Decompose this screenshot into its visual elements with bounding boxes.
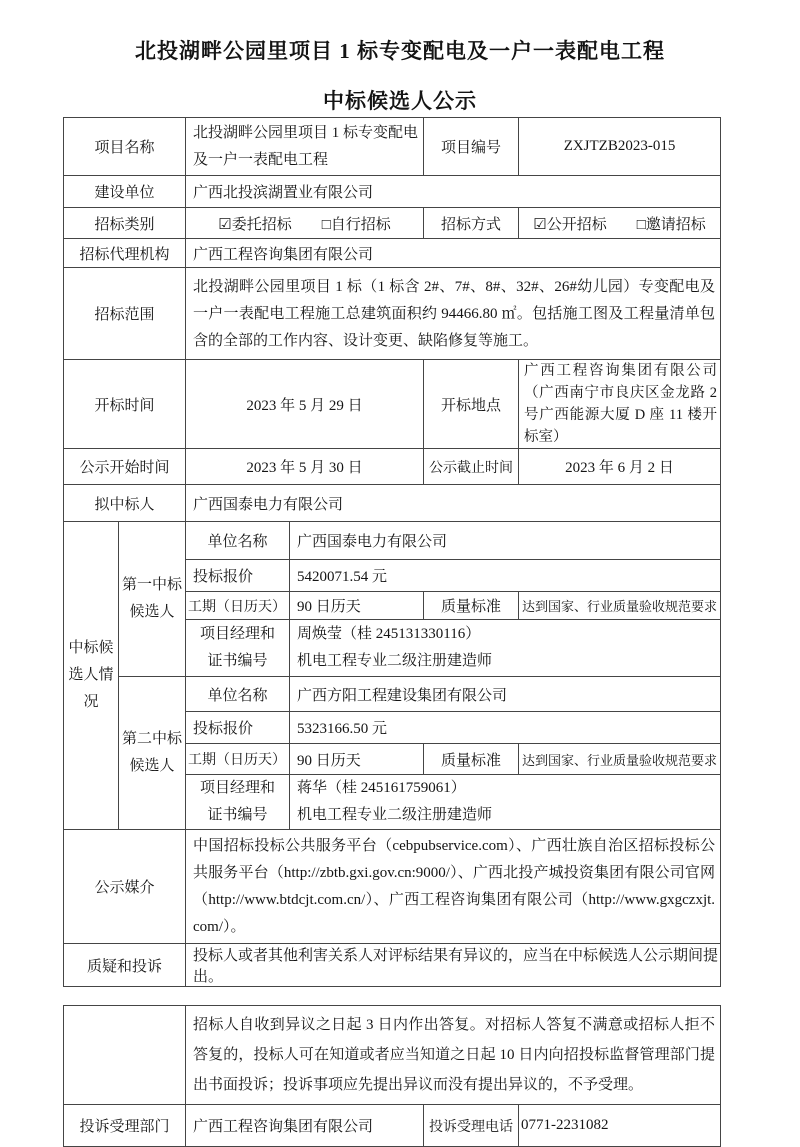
bid-method-label: 招标方式 [424, 208, 519, 239]
bid-method-unselected: 邀请招标 [645, 216, 706, 233]
agency-label: 招标代理机构 [64, 239, 186, 268]
objection-label: 质疑和投诉 [64, 944, 186, 987]
project-name-value: 北投湖畔公园里项目 1 标专变配电及一户一表配电工程 [186, 118, 424, 176]
candidate2-duration-value: 90 日历天 [290, 744, 424, 775]
candidate2-price-label: 投标报价 [186, 712, 290, 744]
bid-method-value [519, 208, 721, 239]
candidate2-unit-value: 广西方阳工程建设集团有限公司 [290, 677, 721, 712]
complaint-table [63, 1005, 721, 1147]
candidate2-duration-label: 工期（日历天） [186, 744, 290, 775]
open-time-value: 2023 年 5 月 29 日 [186, 360, 424, 449]
candidate2-quality-value: 达到国家、行业质量验收规范要求 [519, 744, 721, 775]
bid-category-selected: 委托招标 [231, 216, 292, 233]
candidate2-manager-name: 蒋华（桂 245161759061） [297, 780, 466, 796]
scope-label: 招标范围 [64, 268, 186, 360]
candidate2-price-value: 5323166.50 元 [290, 712, 721, 744]
candidate2-manager-label [186, 775, 290, 830]
row-open-time [64, 360, 721, 449]
checkbox-checked-icon: ☑ [218, 216, 232, 233]
candidate1-unit-value: 广西国泰电力有限公司 [290, 522, 721, 560]
proposed-winner-label: 拟中标人 [64, 485, 186, 522]
checkbox-unchecked-icon: □ [321, 216, 331, 233]
manager-label-line2: 证书编号 [207, 653, 268, 669]
row-proposed-winner [64, 485, 721, 522]
candidate2-quality-label: 质量标准 [424, 744, 519, 775]
candidate2-manager-cert: 机电工程专业二级注册建造师 [297, 807, 493, 823]
owner-value: 广西北投滨湖置业有限公司 [186, 176, 721, 208]
candidate1-quality-value: 达到国家、行业质量验收规范要求 [519, 592, 721, 620]
owner-label: 建设单位 [64, 176, 186, 208]
row-reply [64, 1006, 721, 1105]
candidate1-price-label: 投标报价 [186, 560, 290, 592]
manager-label-line1: 项目经理和 [200, 626, 276, 642]
agency-value: 广西工程咨询集团有限公司 [186, 239, 721, 268]
media-value: 中国招标投标公共服务平台（cebpubservice.com）、广西壮族自治区招标投标公共服务平台（http://zbtb.gxi.gov.cn:9000/）、广西北投产城投资集团有限公司官网（http://www.btdcjt.com.cn/）、广西工程咨询集团有限公司（http://www.gxgczxjt.com/）。 [186, 830, 721, 944]
row-owner [64, 176, 721, 208]
candidate2-manager-value [290, 775, 721, 830]
row-scope [64, 268, 721, 360]
objection-value: 投标人或者其他利害关系人对评标结果有异议的，应当在中标候选人公示期间提出。 [186, 944, 721, 987]
publicity-end-value: 2023 年 6 月 2 日 [519, 449, 721, 485]
candidate1-duration-label: 工期（日历天） [186, 592, 290, 620]
complaint-dept-value: 广西工程咨询集团有限公司 [186, 1105, 424, 1147]
checkbox-unchecked-icon: □ [636, 216, 646, 233]
open-place-value: 广西工程咨询集团有限公司（广西南宁市良庆区金龙路 2 号广西能源大厦 D 座 11 楼开标室） [519, 360, 721, 449]
row-objection [64, 944, 721, 987]
publicity-end-label: 公示截止时间 [424, 449, 519, 485]
media-label: 公示媒介 [64, 830, 186, 944]
project-name-label: 项目名称 [64, 118, 186, 176]
manager-label-line1: 项目经理和 [200, 780, 276, 796]
row-media [64, 830, 721, 944]
row-candidate2-unit [64, 677, 721, 712]
row-bid-category [64, 208, 721, 239]
candidate1-quality-label: 质量标准 [424, 592, 519, 620]
complaint-phone-label: 投诉受理电话 [424, 1105, 519, 1147]
bid-category-label: 招标类别 [64, 208, 186, 239]
candidates-section-label: 中标候选人情况 [64, 522, 119, 830]
manager-label-line2: 证书编号 [207, 807, 268, 823]
project-no-value: ZXJTZB2023-015 [519, 118, 721, 176]
candidate1-manager-value [290, 620, 721, 677]
candidate1-manager-label [186, 620, 290, 677]
candidate1-rank-label: 第一中标候选人 [119, 522, 186, 677]
page-title: 北投湖畔公园里项目 1 标专变配电及一户一表配电工程 [135, 39, 665, 63]
candidate1-manager-cert: 机电工程专业二级注册建造师 [297, 653, 493, 669]
open-place-label: 开标地点 [424, 360, 519, 449]
publicity-start-label: 公示开始时间 [64, 449, 186, 485]
open-time-label: 开标时间 [64, 360, 186, 449]
checkbox-checked-icon: ☑ [533, 216, 547, 233]
row-complaint-dept [64, 1105, 721, 1147]
complaint-phone-value: 0771-2231082 [519, 1105, 721, 1147]
proposed-winner-value: 广西国泰电力有限公司 [186, 485, 721, 522]
row-agency [64, 239, 721, 268]
candidate2-rank-label: 第二中标候选人 [119, 677, 186, 830]
candidate1-unit-label: 单位名称 [186, 522, 290, 560]
project-no-label: 项目编号 [424, 118, 519, 176]
row-candidate1-unit [64, 522, 721, 560]
publicity-start-value: 2023 年 5 月 30 日 [186, 449, 424, 485]
complaint-dept-label: 投诉受理部门 [64, 1105, 186, 1147]
candidate1-duration-value: 90 日历天 [290, 592, 424, 620]
candidate2-unit-label: 单位名称 [186, 677, 290, 712]
row-project-name [64, 118, 721, 176]
reply-text: 招标人自收到异议之日起 3 日内作出答复。对招标人答复不满意或招标人拒不答复的，投标人可在知道或者应当知道之日起 10 日内向招投标监督管理部门提出书面投诉；投诉事项应先提出异议而没有提出异议的，不予受理。 [186, 1006, 721, 1105]
candidate1-manager-name: 周焕莹（桂 245131330116） [297, 626, 481, 642]
row-publicity-period [64, 449, 721, 485]
empty-cell [64, 1006, 186, 1105]
candidate1-price-value: 5420071.54 元 [290, 560, 721, 592]
scope-value: 北投湖畔公园里项目 1 标（1 标含 2#、7#、8#、32#、26#幼儿园）专变配电及一户一表配电工程施工总建筑面积约 94466.80 ㎡。包括施工图及工程量清单包含的全部的工作内容、设计变更、缺陷修复等施工。 [186, 268, 721, 360]
bid-info-table [63, 117, 721, 987]
page-subtitle: 中标候选人公示 [323, 89, 477, 113]
bid-category-value [186, 208, 424, 239]
bid-method-selected: 公开招标 [546, 216, 607, 233]
bid-category-unselected: 自行招标 [330, 216, 391, 233]
